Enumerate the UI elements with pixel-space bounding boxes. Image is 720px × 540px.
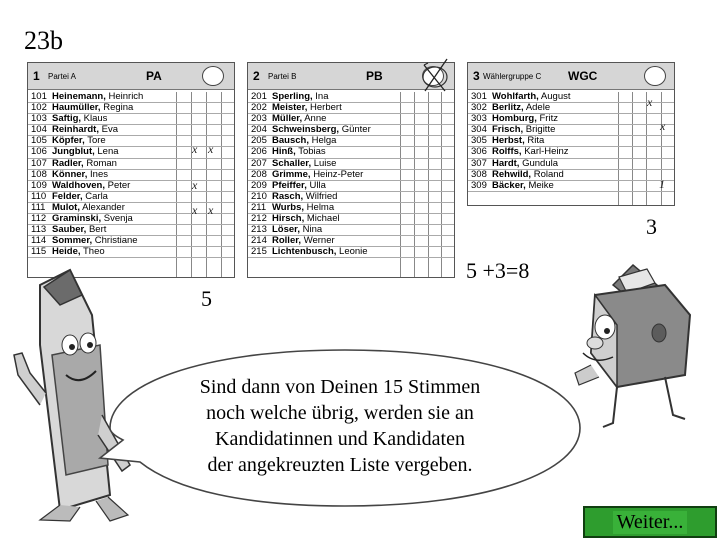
candidate-last-name: Sommer, xyxy=(52,235,93,247)
candidate-number: 103 xyxy=(31,113,47,125)
candidate-name xyxy=(272,170,363,180)
candidate-name xyxy=(52,147,119,157)
candidate-name xyxy=(272,92,329,102)
candidate-name xyxy=(272,125,371,135)
candidate-first-name: Wilfried xyxy=(305,190,338,202)
candidate-name xyxy=(52,114,107,124)
candidate-number: 113 xyxy=(31,224,47,236)
candidate-number: 115 xyxy=(31,246,47,258)
vote-mark: x xyxy=(192,178,198,192)
candidate-number: 114 xyxy=(31,235,47,247)
candidate-first-name: Anne xyxy=(304,113,327,125)
candidate-number: 214 xyxy=(251,235,267,247)
candidate-first-name: Ines xyxy=(90,168,108,180)
candidate-name xyxy=(492,103,550,113)
candidate-first-name: Günter xyxy=(341,124,371,136)
candidate-first-name: Heinrich xyxy=(108,91,144,102)
ballot-list-wgc xyxy=(467,62,675,206)
candidate-first-name: Nina xyxy=(302,224,323,236)
vote-mark: 1 xyxy=(659,177,665,191)
list-vote-circle[interactable] xyxy=(644,66,666,86)
candidate-last-name: Felder, xyxy=(52,190,83,202)
candidate-first-name: Werner xyxy=(303,235,335,247)
candidate-first-name: Tore xyxy=(87,135,106,147)
candidate-last-name: Heinemann, xyxy=(52,91,106,102)
candidate-name xyxy=(272,181,326,191)
candidate-last-name: Schaller, xyxy=(272,157,312,169)
ballot-list-pa xyxy=(27,62,235,278)
candidate-first-name: Helga xyxy=(311,135,337,147)
candidate-name xyxy=(492,170,564,180)
vote-mark: x xyxy=(208,142,214,156)
candidate-row[interactable] xyxy=(248,247,454,258)
candidate-first-name: Carla xyxy=(85,190,108,202)
candidate-last-name: Köpfer, xyxy=(52,135,85,147)
candidate-last-name: Radler, xyxy=(52,157,84,169)
candidate-first-name: Ulla xyxy=(309,179,326,191)
candidate-number: 215 xyxy=(251,246,267,258)
next-button-label: Weiter... xyxy=(613,511,688,534)
candidate-last-name: Berlitz, xyxy=(492,102,524,114)
candidate-number: 308 xyxy=(471,168,487,180)
speech-line: noch welche übrig, werden sie an xyxy=(206,402,474,424)
candidate-last-name: Bäcker, xyxy=(492,179,526,191)
candidate-last-name: Roller, xyxy=(272,235,302,247)
candidate-number: 110 xyxy=(31,190,47,202)
list-vote-circle[interactable] xyxy=(202,66,224,86)
vote-mark: x xyxy=(192,203,198,217)
candidate-number: 105 xyxy=(31,135,47,147)
sum-list-a: 5 xyxy=(201,286,212,311)
candidate-last-name: Wohlfarth, xyxy=(492,91,539,102)
candidate-last-name: Reinhardt, xyxy=(52,124,99,136)
candidate-first-name: Bert xyxy=(88,224,107,236)
candidate-last-name: Rolffs, xyxy=(492,146,522,158)
candidate-number: 109 xyxy=(31,179,47,191)
speech-line: Sind dann von Deinen 15 Stimmen xyxy=(199,376,481,398)
candidate-first-name: Luise xyxy=(313,157,337,169)
candidate-number: 108 xyxy=(31,168,47,180)
candidate-first-name: Rita xyxy=(527,135,545,147)
candidate-number: 101 xyxy=(31,91,47,102)
candidate-name xyxy=(272,103,342,113)
candidate-number: 304 xyxy=(471,124,487,136)
candidate-name xyxy=(272,225,322,235)
candidate-last-name: Waldhoven, xyxy=(52,179,105,191)
candidate-list xyxy=(468,92,674,192)
candidate-number: 203 xyxy=(251,113,267,125)
candidate-first-name: Alexander xyxy=(82,201,125,213)
candidate-name xyxy=(52,92,143,102)
candidate-first-name: Karl-Heinz xyxy=(524,146,569,158)
candidate-name xyxy=(492,114,558,124)
candidate-row[interactable] xyxy=(28,247,234,258)
list-name: Wählergruppe C xyxy=(483,72,542,81)
candidate-name xyxy=(492,147,569,157)
candidate-number: 302 xyxy=(471,102,487,114)
list-abbr: WGC xyxy=(568,69,598,83)
candidate-number: 107 xyxy=(31,157,47,169)
sum-total: 5 +3=8 xyxy=(466,258,530,283)
candidate-first-name: Leonie xyxy=(339,246,368,258)
candidate-last-name: Jungblut, xyxy=(52,146,95,158)
candidate-number: 207 xyxy=(251,157,267,169)
candidate-row[interactable] xyxy=(468,181,674,192)
candidate-name xyxy=(492,136,544,146)
next-button[interactable] xyxy=(583,506,717,538)
candidate-number: 305 xyxy=(471,135,487,147)
candidate-name xyxy=(272,147,326,157)
candidate-name xyxy=(272,214,340,224)
candidate-name xyxy=(52,125,118,135)
candidate-number: 213 xyxy=(251,224,267,236)
candidate-last-name: Heide, xyxy=(52,246,81,258)
candidate-list xyxy=(248,92,454,258)
candidate-first-name: Brigitte xyxy=(525,124,556,136)
candidate-number: 209 xyxy=(251,179,267,191)
candidate-last-name: Hinß, xyxy=(272,146,296,158)
candidate-first-name: Helma xyxy=(306,201,335,213)
candidate-number: 210 xyxy=(251,190,267,202)
candidate-name xyxy=(52,159,117,169)
candidate-number: 205 xyxy=(251,135,267,147)
list-number: 2 xyxy=(253,69,260,83)
ballot-header xyxy=(28,63,234,90)
candidate-last-name: Könner, xyxy=(52,168,88,180)
candidate-first-name: Roman xyxy=(86,157,117,169)
candidate-name xyxy=(52,103,133,113)
candidate-number: 202 xyxy=(251,102,267,114)
candidate-name xyxy=(52,225,106,235)
crossed-circle-mark xyxy=(415,55,453,95)
candidate-first-name: Peter xyxy=(107,179,131,191)
candidate-number: 208 xyxy=(251,168,267,180)
candidate-first-name: Fritz xyxy=(539,113,558,125)
candidate-name xyxy=(272,192,337,202)
candidate-name xyxy=(52,214,133,224)
candidate-last-name: Wurbs, xyxy=(272,201,305,213)
candidate-first-name: Theo xyxy=(82,246,105,258)
candidate-number: 102 xyxy=(31,102,47,114)
vote-mark: x xyxy=(647,95,653,109)
candidate-last-name: Frisch, xyxy=(492,124,524,136)
candidate-number: 306 xyxy=(471,146,487,158)
vote-mark: x xyxy=(192,142,198,156)
candidate-number: 307 xyxy=(471,157,487,169)
vote-mark: x xyxy=(660,119,666,133)
candidate-number: 111 xyxy=(31,201,46,213)
candidate-first-name: August xyxy=(540,91,571,102)
candidate-last-name: Rasch, xyxy=(272,190,304,202)
slide-title: 23b xyxy=(24,26,63,55)
candidate-name xyxy=(272,114,326,124)
candidate-last-name: Homburg, xyxy=(492,113,537,125)
candidate-last-name: Sauber, xyxy=(52,224,87,236)
candidate-name xyxy=(272,159,336,169)
candidate-name xyxy=(52,236,138,246)
candidate-number: 301 xyxy=(471,91,487,102)
list-abbr: PA xyxy=(146,69,162,83)
candidate-number: 106 xyxy=(31,146,47,158)
candidate-name xyxy=(492,125,555,135)
candidate-last-name: Haumüller, xyxy=(52,102,101,114)
candidate-name xyxy=(272,136,336,146)
candidate-name xyxy=(492,159,558,169)
candidate-first-name: Lena xyxy=(97,146,119,158)
candidate-name xyxy=(52,247,105,257)
candidate-number: 309 xyxy=(471,179,487,191)
list-name: Partei A xyxy=(48,72,77,81)
candidate-last-name: Pfeiffer, xyxy=(272,179,307,191)
candidate-first-name: Heinz-Peter xyxy=(313,168,364,180)
candidate-first-name: Meike xyxy=(528,179,554,191)
candidate-first-name: Tobias xyxy=(298,146,326,158)
sum-list-c: 3 xyxy=(646,214,657,239)
candidate-first-name: Klaus xyxy=(83,113,108,125)
candidate-name xyxy=(272,203,334,213)
candidate-first-name: Herbert xyxy=(310,102,342,114)
candidate-last-name: Grimme, xyxy=(272,168,311,180)
candidate-name xyxy=(272,247,368,257)
candidate-last-name: Hirsch, xyxy=(272,213,305,225)
candidate-last-name: Hardt, xyxy=(492,157,520,169)
candidate-number: 104 xyxy=(31,124,47,136)
candidate-name xyxy=(52,170,108,180)
candidate-name xyxy=(52,203,125,213)
candidate-first-name: Ina xyxy=(315,91,329,102)
candidate-number: 303 xyxy=(471,113,487,125)
candidate-first-name: Svenja xyxy=(103,213,133,225)
candidate-name xyxy=(52,192,108,202)
candidate-last-name: Meister, xyxy=(272,102,308,114)
speech-line: Kandidatinnen und Kandidaten xyxy=(215,428,465,450)
speech-line: der angekreuzten Liste vergeben. xyxy=(207,454,473,476)
candidate-last-name: Saftig, xyxy=(52,113,82,125)
candidate-number: 211 xyxy=(251,201,267,213)
ballot-header xyxy=(468,63,674,90)
list-number: 3 xyxy=(473,69,480,83)
candidate-last-name: Schweinsberg, xyxy=(272,124,340,136)
candidate-list xyxy=(28,92,234,258)
candidate-first-name: Adele xyxy=(525,102,551,114)
list-number: 1 xyxy=(33,69,40,83)
candidate-name xyxy=(52,181,130,191)
list-name: Partei B xyxy=(268,72,297,81)
candidate-name xyxy=(492,181,554,191)
candidate-last-name: Löser, xyxy=(272,224,300,236)
candidate-number: 212 xyxy=(251,213,267,225)
candidate-number: 206 xyxy=(251,146,267,158)
candidate-last-name: Herbst, xyxy=(492,135,525,147)
candidate-name xyxy=(492,92,571,102)
candidate-last-name: Müller, xyxy=(272,113,303,125)
candidate-number: 201 xyxy=(251,91,267,102)
candidate-last-name: Graminski, xyxy=(52,213,102,225)
candidate-name xyxy=(272,236,335,246)
candidate-number: 112 xyxy=(31,213,47,225)
candidate-last-name: Sperling, xyxy=(272,91,313,102)
candidate-first-name: Christiane xyxy=(94,235,138,247)
candidate-last-name: Rehwild, xyxy=(492,168,532,180)
candidate-last-name: Bausch, xyxy=(272,135,309,147)
candidate-first-name: Regina xyxy=(103,102,134,114)
list-abbr: PB xyxy=(366,69,383,83)
candidate-last-name: Mulot, xyxy=(52,201,80,213)
candidate-first-name: Eva xyxy=(101,124,118,136)
candidate-first-name: Gundula xyxy=(522,157,559,169)
candidate-first-name: Michael xyxy=(306,213,340,225)
candidate-name xyxy=(52,136,106,146)
candidate-last-name: Lichtenbusch, xyxy=(272,246,337,258)
speech-text xyxy=(150,374,530,478)
candidate-first-name: Roland xyxy=(533,168,564,180)
candidate-number: 204 xyxy=(251,124,267,136)
vote-mark: x xyxy=(208,203,214,217)
